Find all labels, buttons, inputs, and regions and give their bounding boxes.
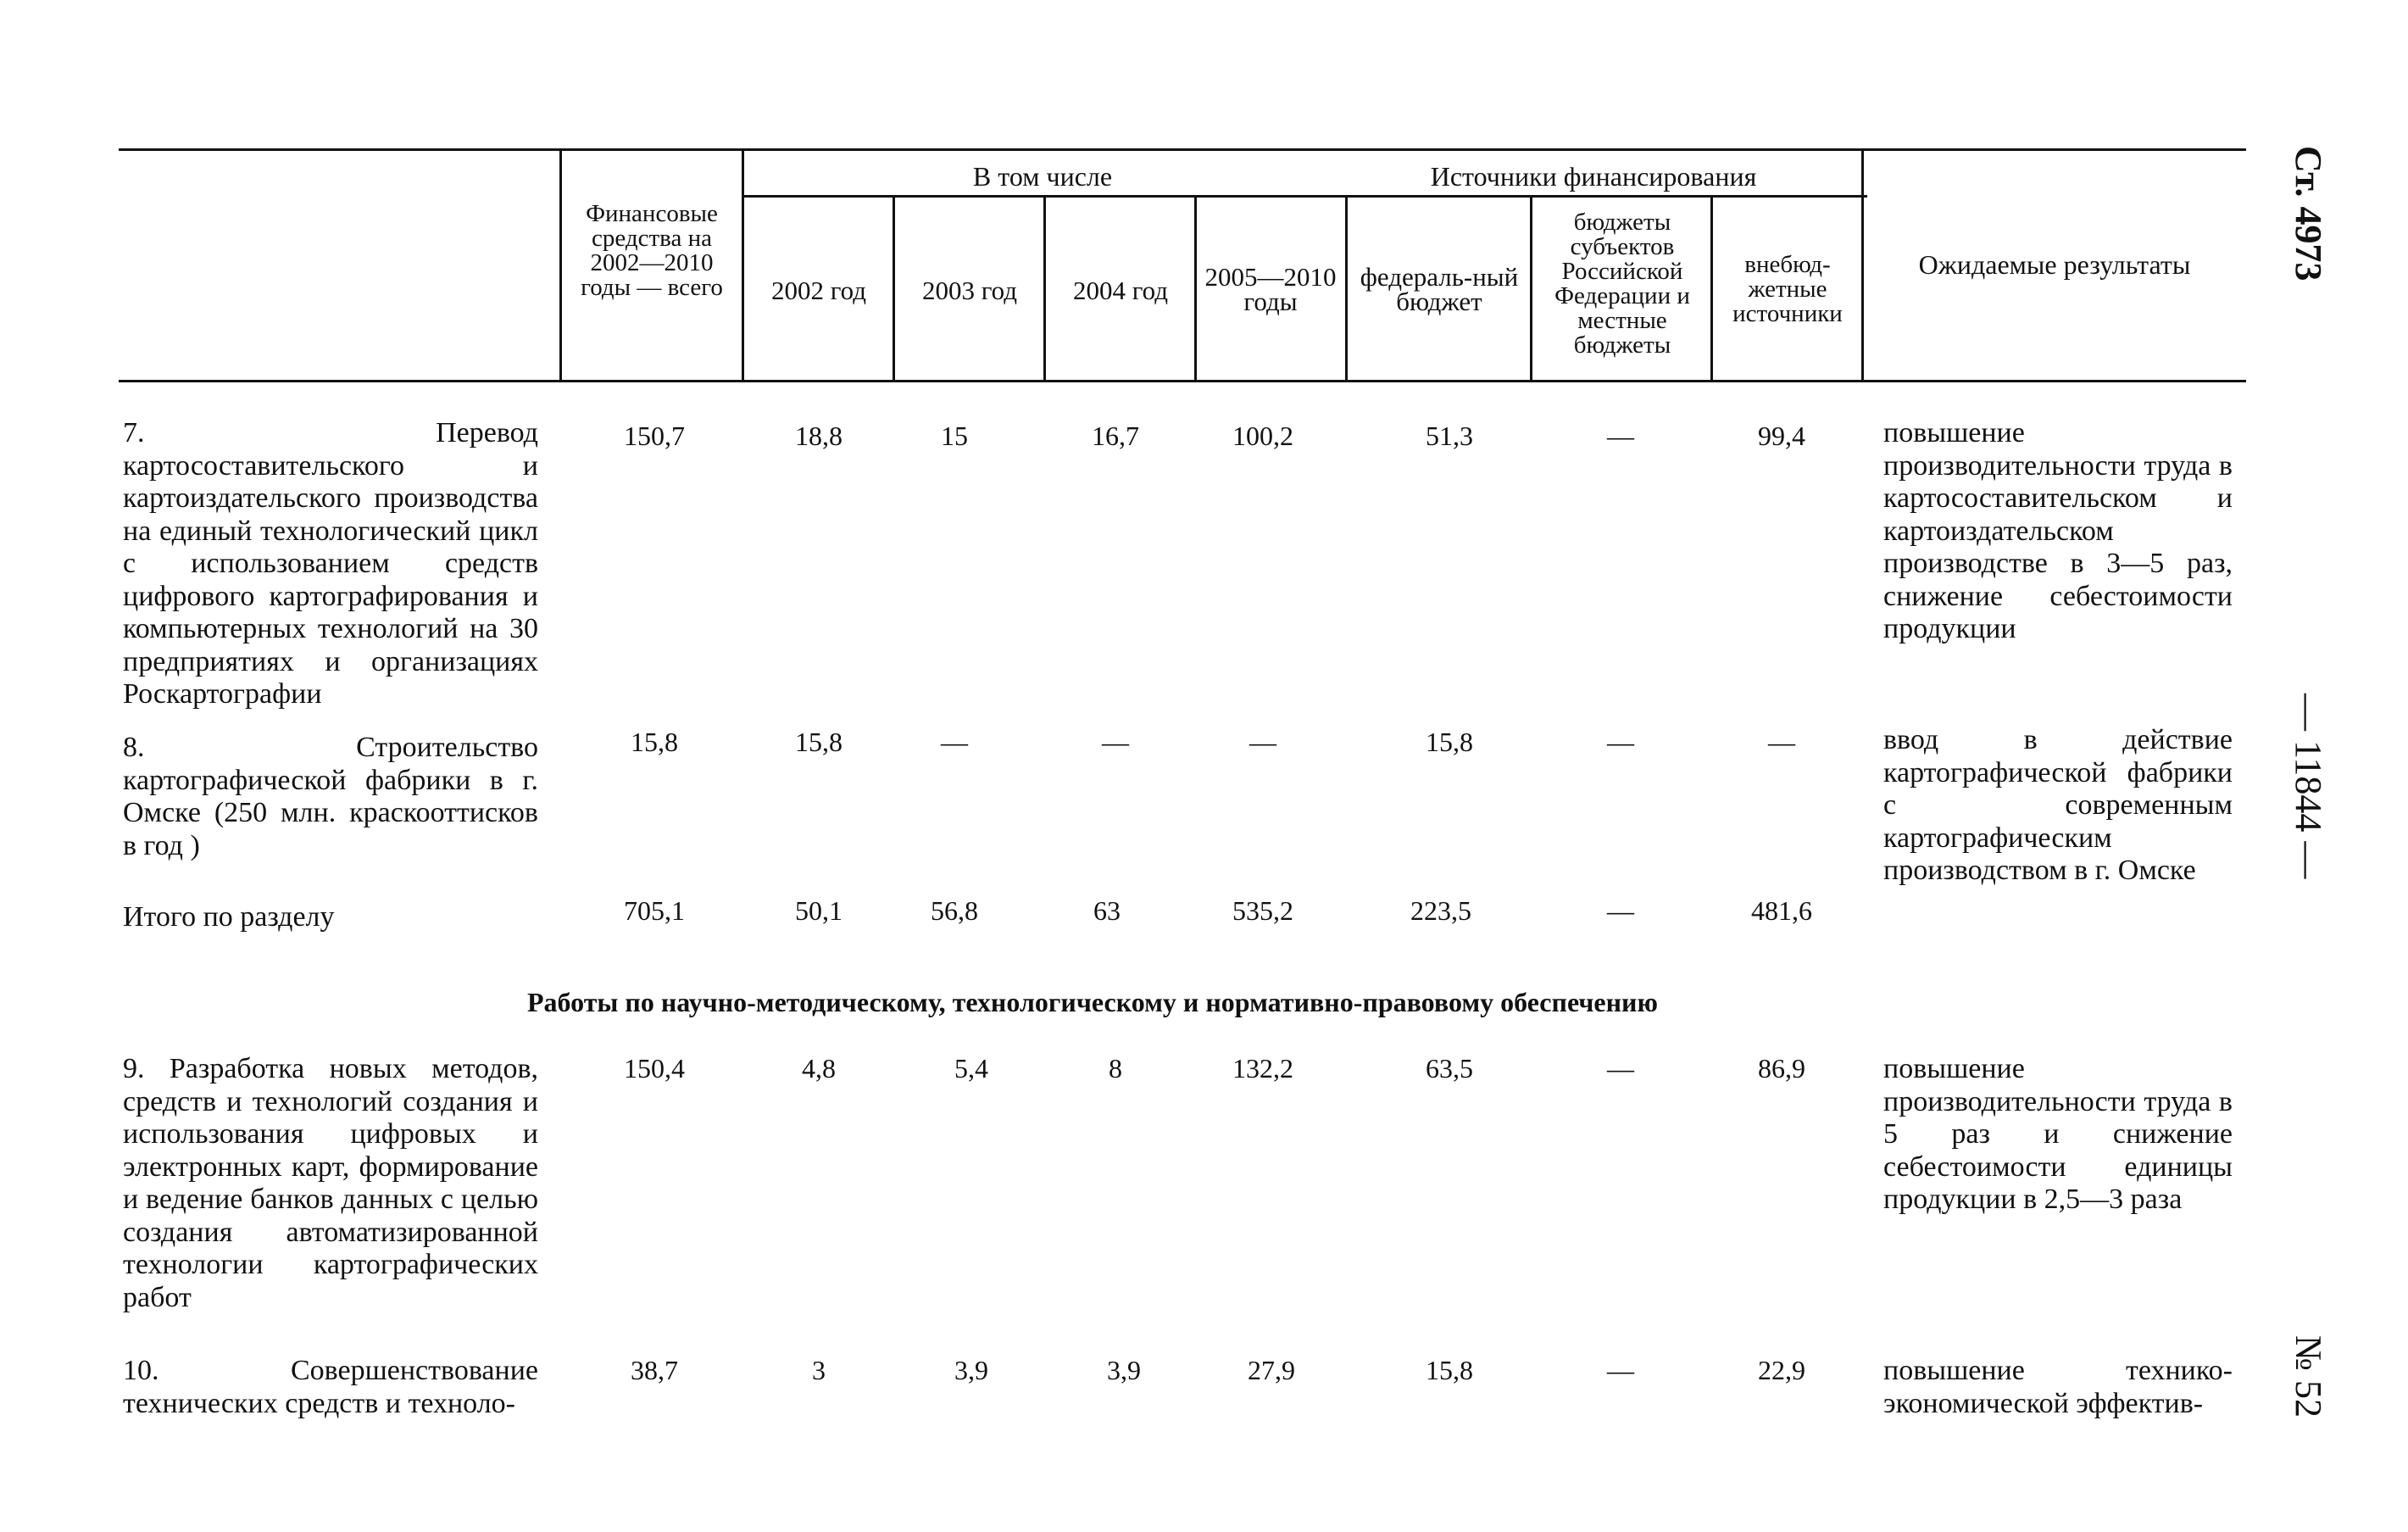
header-year-2005-2010: 2005—2010 годы [1204,262,1337,316]
header-year-2002: 2002 год [770,276,867,305]
row-9-total: 150,4 [624,1053,685,1084]
row-9-federal: 63,5 [1426,1053,1473,1084]
row-9-2002: 4,8 [802,1053,836,1084]
row-8-2003: — [941,727,968,757]
row-10-total: 38,7 [631,1355,678,1385]
section-title: Работы по научно-методическому, технологическому и нормативно-правовому обеспечению [527,987,1658,1017]
col-divider [1710,196,1713,382]
total-row-total: 705,1 [624,895,685,926]
header-bottom-rule [119,380,2246,382]
col-divider [1861,150,1864,382]
row-7-result: повышение производительности труда в картосоставительском и картоиздательском производстве в 3—5 раз, снижение себестоимости продукции [1883,417,2233,644]
row-7-name: 7. Перевод картосоставительского и картоиздательского производства на единый технологический цикл с использованием средств цифрового картографирования и компьютерных технологий на 30 предприятиях и организациях Роскартографии [123,417,538,710]
row-10-regional: — [1607,1355,1634,1385]
row-10-result: повышение технико-экономической эффектив- [1883,1355,2233,1419]
row-9-2005-2010: 132,2 [1232,1053,1293,1084]
total-row-extrabudget: 481,6 [1751,895,1812,926]
row-10-2002: 3 [812,1355,826,1385]
issue-number: № 52 [2288,1335,2329,1418]
col-divider [742,150,744,382]
header-group-sources: Источники финансирования [1430,161,1757,192]
table-top-rule [119,148,2246,151]
col-divider [1530,196,1532,382]
row-10-extrabudget: 22,9 [1758,1355,1805,1385]
header-total: Финансовые средства на 2002—2010 годы — всего [581,200,723,301]
total-row-2003: 56,8 [931,895,978,926]
page-number: Ст. 4973 [2288,146,2329,281]
header-regional: бюджеты субъектов Российской Федерации и местные бюджеты [1554,209,1690,359]
row-8-extrabudget: — [1768,727,1795,757]
col-divider [893,196,895,382]
group-rule [742,195,1867,198]
row-7-2004: 16,7 [1092,421,1139,451]
header-extrabudget: внебюд-жетные источники [1732,251,1843,327]
total-row-2005-2010: 535,2 [1232,895,1293,926]
row-8-regional: — [1607,727,1634,757]
header-year-2003: 2003 год [921,276,1018,305]
row-9-2003: 5,4 [954,1053,988,1084]
row-9-2004: 8 [1109,1053,1122,1084]
col-divider [559,150,562,382]
header-group-including: В том числе [972,161,1113,192]
row-10-name: 10. Совершенствование технических средств и техноло- [123,1355,538,1419]
header-results: Ожидаемые результаты [1918,249,2191,280]
row-9-name: 9. Разработка новых методов, средств и технологий создания и использования цифровых и электронных карт, формирование и ведение банков данных с целью создания автоматизированной технологии картографических работ [123,1053,538,1313]
col-divider [1345,196,1348,382]
row-8-total: 15,8 [631,727,678,757]
row-9-result: повышение производительности труда в 5 раз и снижение себестоимости единицы продукции в 2,5—3 раза [1883,1053,2233,1215]
row-9-regional: — [1607,1053,1634,1084]
header-federal: федераль-ный бюджет [1360,262,1519,316]
row-7-2005-2010: 100,2 [1232,421,1293,451]
document-number: — 11844 — [2288,694,2329,879]
row-7-total: 150,7 [624,421,685,451]
row-8-2004: — [1102,727,1129,757]
total-row-2004: 63 [1093,895,1121,926]
row-8-federal: 15,8 [1426,727,1473,757]
total-row-federal: 223,5 [1410,895,1471,926]
row-8-2002: 15,8 [795,727,843,757]
row-8-name: 8. Строительство картографической фабрики в г. Омске (250 млн. краскооттисков в год ) [123,732,538,861]
row-8-2005-2010: — [1249,727,1276,757]
row-10-2005-2010: 27,9 [1248,1355,1295,1385]
total-row-name: Итого по разделу [123,901,335,933]
row-7-extrabudget: 99,4 [1758,421,1805,451]
col-divider [1043,196,1046,382]
row-7-federal: 51,3 [1426,421,1473,451]
row-8-result: ввод в действие картографической фабрики с современным картографическим производством в г. Омске [1883,724,2233,886]
header-year-2004: 2004 год [1072,276,1169,305]
row-7-regional: — [1607,421,1634,451]
row-9-extrabudget: 86,9 [1758,1053,1805,1084]
row-10-2004: 3,9 [1107,1355,1141,1385]
row-10-2003: 3,9 [954,1355,988,1385]
row-7-2002: 18,8 [795,421,843,451]
row-10-federal: 15,8 [1426,1355,1473,1385]
total-row-2002: 50,1 [795,895,843,926]
total-row-regional: — [1607,895,1634,926]
row-7-2003: 15 [941,421,968,451]
